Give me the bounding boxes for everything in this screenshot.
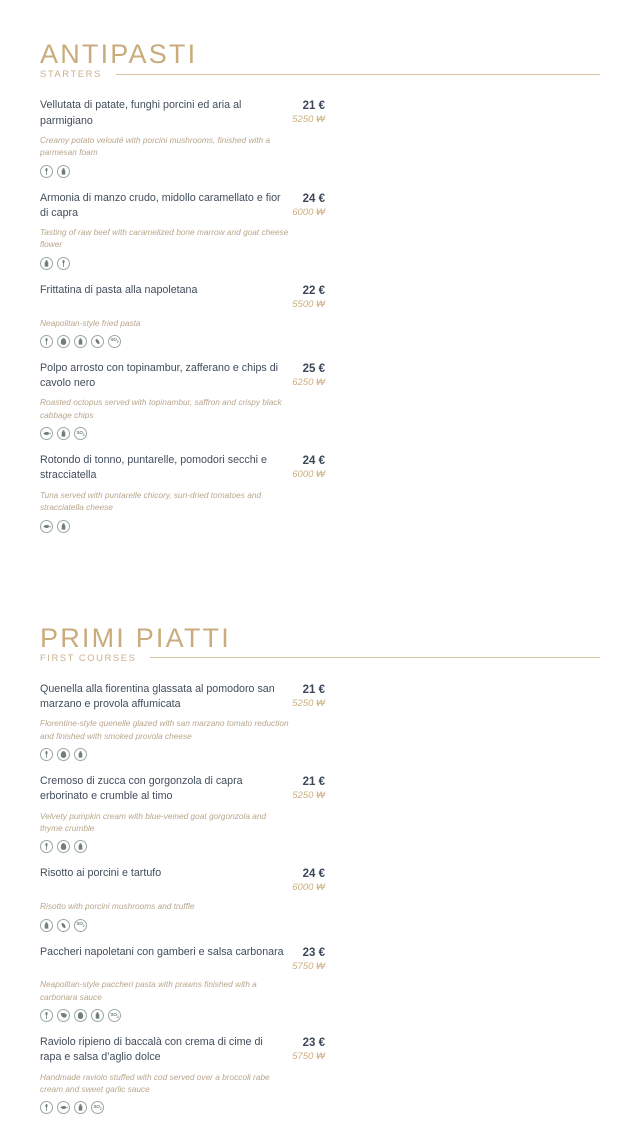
dish-name: Raviolo ripieno di baccalà con crema di cime di rapa e salsa d’aglio dolce bbox=[40, 1036, 263, 1064]
section-subtitle-row bbox=[40, 69, 600, 80]
dish-item[interactable] bbox=[40, 191, 325, 270]
sulphites-icon: $SO_2$ bbox=[74, 919, 87, 932]
milk-icon bbox=[57, 165, 70, 178]
fish-icon bbox=[40, 427, 53, 440]
allergen-list bbox=[40, 1101, 325, 1114]
dish-header bbox=[40, 682, 325, 712]
dish-column bbox=[40, 682, 325, 945]
dish-description: Florentine-style quenelle glazed with san marzano tomato reduction and finished with smoked provola cheese bbox=[40, 718, 289, 741]
milk-icon bbox=[57, 427, 70, 440]
dish-price-eur: 22 € bbox=[302, 284, 325, 297]
dish-item[interactable] bbox=[40, 682, 325, 761]
dish-header bbox=[40, 361, 325, 391]
allergen-list bbox=[40, 257, 325, 270]
section-header bbox=[40, 40, 600, 80]
dish-price-eur: 24 € bbox=[302, 868, 325, 881]
milk-icon bbox=[74, 1101, 87, 1114]
milk-icon bbox=[40, 257, 53, 270]
egg-icon bbox=[57, 840, 70, 853]
section-subtitle-row bbox=[40, 653, 600, 664]
dish-name: Vellutata di patate, funghi porcini ed aria al parmigiano bbox=[40, 99, 242, 127]
allergen-list bbox=[40, 840, 325, 853]
dish-price-group bbox=[292, 945, 325, 974]
dish-grid bbox=[40, 98, 600, 545]
allergen-list bbox=[40, 335, 325, 348]
dish-item[interactable] bbox=[40, 361, 325, 440]
dish-price-alt: 5750 ₩ bbox=[292, 1051, 325, 1063]
section-subtitle: STARTERS bbox=[40, 69, 102, 81]
milk-icon bbox=[74, 840, 87, 853]
dish-price-alt: 5250 ₩ bbox=[292, 697, 325, 709]
dish-description: Velvety pumpkin cream with blue-veined goat gorgonzola and thyme crumble bbox=[40, 810, 267, 833]
dish-description: Risotto with porcini mushrooms and truffle bbox=[40, 901, 195, 912]
dish-price-eur: 24 € bbox=[302, 192, 325, 205]
menu-sections bbox=[40, 40, 600, 1127]
allergen-list bbox=[40, 427, 325, 440]
dish-name: Paccheri napoletani con gamberi e salsa carbonara bbox=[40, 945, 284, 958]
gluten-icon bbox=[40, 165, 53, 178]
gluten-icon bbox=[57, 257, 70, 270]
dish-name: Cremoso di zucca con gorgonzola di capra erborinato e crumble al timo bbox=[40, 775, 243, 803]
dish-price-alt: 6000 ₩ bbox=[292, 882, 325, 894]
egg-icon bbox=[57, 335, 70, 348]
dish-price-group bbox=[292, 361, 325, 390]
dish-description: Neapolitan-style fried pasta bbox=[40, 317, 141, 328]
dish-price-alt: 5250 ₩ bbox=[292, 114, 325, 126]
dish-price-eur: 23 € bbox=[302, 1037, 325, 1050]
dish-price-eur: 21 € bbox=[302, 776, 325, 789]
dish-grid bbox=[40, 682, 600, 1127]
section-spacer bbox=[40, 546, 600, 624]
dish-column bbox=[40, 361, 325, 546]
dish-item[interactable] bbox=[40, 283, 325, 348]
dish-description: Creamy potato velouté with porcini mushrooms, finished with a parmesan foam bbox=[40, 134, 271, 158]
dish-price-alt: 5250 ₩ bbox=[292, 790, 325, 802]
dish-header bbox=[40, 453, 325, 483]
dish-item[interactable] bbox=[40, 1035, 325, 1114]
allergen-list bbox=[40, 919, 325, 932]
dish-item[interactable] bbox=[40, 453, 325, 532]
dish-item[interactable] bbox=[40, 98, 325, 177]
dish-item[interactable] bbox=[40, 945, 325, 1023]
section-divider bbox=[150, 657, 600, 658]
crustaceans-icon bbox=[57, 1009, 70, 1022]
allergen-list bbox=[40, 520, 325, 533]
milk-icon bbox=[91, 1009, 104, 1022]
dish-column bbox=[40, 98, 325, 361]
dish-price-eur: 24 € bbox=[302, 455, 325, 468]
section-title: ANTIPASTI bbox=[40, 39, 198, 69]
dish-description: Handmade raviolo stuffed with cod served over a broccoli rabe cream and sweet garlic sauce bbox=[40, 1071, 270, 1094]
dish-price-alt: 5750 ₩ bbox=[292, 960, 325, 972]
dish-name: Frittatina di pasta alla napoletana bbox=[40, 283, 198, 296]
gluten-icon bbox=[40, 840, 53, 853]
dish-name: Quenella alla fiorentina glassata al pomodoro san marzano e provola affumicata bbox=[40, 682, 275, 711]
dish-description: Tuna served with puntarelle chicory, sun-dried tomatoes and stracciatella cheese bbox=[40, 489, 262, 513]
sulphites-icon: $SO_2$ bbox=[108, 335, 121, 348]
dish-price-group bbox=[292, 453, 325, 482]
soy-icon bbox=[57, 919, 70, 932]
sulphites-icon: $SO_2$ bbox=[91, 1101, 104, 1114]
sulphites-icon: $SO_2$ bbox=[108, 1009, 121, 1022]
dish-price-group bbox=[292, 866, 325, 895]
egg-icon bbox=[74, 1009, 87, 1022]
gluten-icon bbox=[40, 748, 53, 761]
dish-price-group bbox=[292, 1035, 325, 1064]
gluten-icon bbox=[40, 1009, 53, 1022]
dish-price-alt: 6000 ₩ bbox=[292, 469, 325, 481]
section-title: PRIMI PIATTI bbox=[40, 622, 231, 653]
dish-column bbox=[40, 945, 325, 1127]
dish-item[interactable] bbox=[40, 866, 325, 931]
dish-price-alt: 6250 ₩ bbox=[292, 376, 325, 388]
menu-section bbox=[40, 40, 600, 546]
section-header bbox=[40, 624, 600, 664]
dish-price-group bbox=[292, 191, 325, 220]
allergen-list bbox=[40, 165, 325, 178]
fish-icon bbox=[40, 520, 53, 533]
dish-name: Armonia di manzo crudo, midollo caramellato e fior di capra bbox=[40, 191, 281, 219]
dish-header bbox=[40, 98, 325, 128]
egg-icon bbox=[57, 748, 70, 761]
dish-name: Rotondo di tonno, puntarelle, pomodori secchi e stracciatella bbox=[40, 454, 267, 482]
dish-price-alt: 6000 ₩ bbox=[292, 206, 325, 218]
dish-price-alt: 5500 ₩ bbox=[292, 298, 325, 310]
section-subtitle: FIRST COURSES bbox=[40, 652, 137, 664]
dish-price-group bbox=[292, 774, 325, 803]
dish-price-eur: 23 € bbox=[302, 946, 325, 959]
allergen-list bbox=[40, 748, 325, 761]
milk-icon bbox=[57, 520, 70, 533]
dish-item[interactable] bbox=[40, 774, 325, 853]
dish-header bbox=[40, 283, 325, 312]
dish-description: Tasting of raw beef with caramelized bone marrow and goat cheese flower bbox=[40, 226, 289, 250]
sulphites-icon: $SO_2$ bbox=[74, 427, 87, 440]
dish-header bbox=[40, 1035, 325, 1065]
dish-header bbox=[40, 866, 325, 895]
milk-icon bbox=[74, 335, 87, 348]
dish-header bbox=[40, 945, 325, 974]
allergen-list bbox=[40, 1009, 325, 1022]
milk-icon bbox=[74, 748, 87, 761]
dish-price-group bbox=[292, 98, 325, 127]
dish-description: Neapolitan-style paccheri pasta with prawns finished with a carbonara sauce bbox=[40, 979, 257, 1002]
dish-price-eur: 21 € bbox=[302, 100, 325, 113]
fish-icon bbox=[57, 1101, 70, 1114]
dish-description: Roasted octopus served with topinambur, saffron and crispy black cabbage chips bbox=[40, 397, 282, 420]
gluten-icon bbox=[40, 335, 53, 348]
dish-name: Polpo arrosto con topinambur, zafferano e chips di cavolo nero bbox=[40, 362, 279, 390]
dish-price-eur: 21 € bbox=[302, 683, 325, 696]
gluten-icon bbox=[40, 1101, 53, 1114]
dish-name: Risotto ai porcini e tartufo bbox=[40, 867, 162, 880]
dish-header bbox=[40, 191, 325, 221]
milk-icon bbox=[40, 919, 53, 932]
section-divider bbox=[116, 74, 600, 75]
dish-price-group bbox=[292, 682, 325, 711]
dish-price-eur: 25 € bbox=[302, 363, 325, 376]
dish-header bbox=[40, 774, 325, 804]
dish-price-group bbox=[292, 283, 325, 312]
menu-section bbox=[40, 624, 600, 1127]
soy-icon bbox=[91, 335, 104, 348]
